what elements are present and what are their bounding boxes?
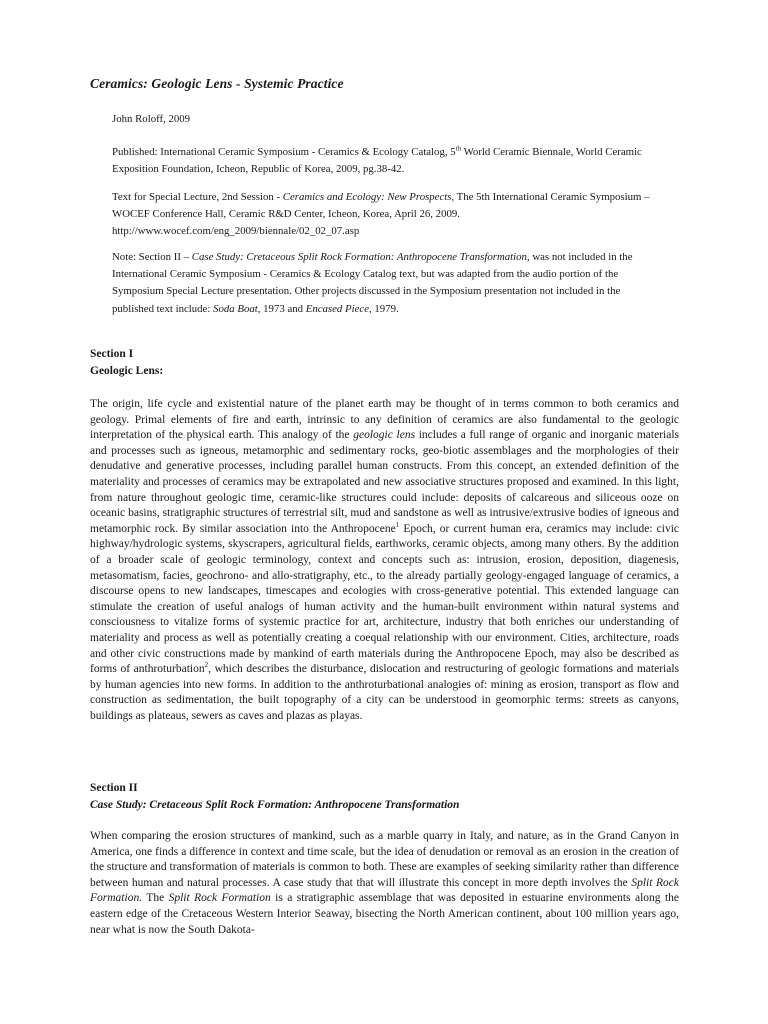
author: John Roloff, 2009	[112, 113, 191, 125]
published-superscript: th	[455, 144, 462, 153]
lecture-url: http://www.wocef.com/eng_2009/biennale/02_02_07.asp	[112, 225, 360, 238]
section-2-heading: Section II	[90, 782, 138, 794]
footnote-1-marker: 1	[395, 520, 400, 529]
geologic-lens-term: geologic lens	[353, 429, 416, 442]
section-1-paragraph: The origin, life cycle and existential nature of the planet earth may be thought of in terms common to both ceramics and geology. Primal elements of fire and earth, intrinsic to any definition of ceramics are also fundamental to the geologic interpretation of the physical earth. This analogy of the geologic lens includes a full range of organic and inorganic materials and processes such as igneous, metamorphic and sedimentary rocks, geo-biotic assemblages and the morphologies of their denudative and generative processes, including parallel human constructs. From this concept, an extended definition of the materiality and processes of ceramics may be extrapolated and new associative structures proposed and examined. In this light, from nature throughout geologic time, ceramic-like structures could include: deposits of calcareous and siliceous ooze on oceanic basins, stratigraphic structures of terrestrial silt, mud and sandstone as well as intrusive/extrusive bodies of igneous and metamorphic rock. By similar association into the Anthropocene$^1$ Epoch, or current human era, ceramics may include: civic highway/hydrologic systems, skyscrapers, agricultural fields, earthworks, ceramic objects, among many others. By the addition of a broader scale of geologic terminology, context and concepts such as: intrusion, erosion, deposition, diagenesis, metasomatism, facies, geochrono- and allo-stratigraphy, etc., to the already partially geology-engaged language of ceramics, a discourse opens to new landscapes, timescapes and ecologies with cross-generative potential. This extended language can stimulate the creation of useful analogs of human activity and the human-built environment within natural systems and consciousness to vitalize forms of systemic practice for art, architecture, industry that both enriches our understanding of materiality and process as well as potentially creating a coequal relationship with our environment. Cities, architecture, roads and other civic constructions made by mankind of earth materials during the Anthropocene Epoch, may also be described as forms of anthroturbation$^2$, which describes the disturbance, dislocation and restructuring of geologic formations and materials by human agencies into new forms. In addition to the anthroturbational analogies of: mining as erosion, transport as flow and construction as sedimentation, the built topography of a city can be understood in geomorphic terms: streets as canyons, buildings as plateaus, sewers as caves and plazas as playas.	[90, 398, 680, 722]
note-case-study-title: Case Study: Cretaceous Split Rock Formation: Anthropocene Transformation,	[191, 251, 530, 263]
lecture-text-b: The 5th International Ceramic Symposium – WOCEF Conference Hall, Ceramic R&D Center, Icheon, Korea, April 26, 2009.	[112, 191, 650, 221]
section-1-header	[90, 346, 163, 380]
note-work-1: Soda Boat,	[213, 302, 261, 315]
lecture-title: Ceramics and Ecology: New Prospects,	[282, 191, 455, 203]
section-2-paragraph: When comparing the erosion structures of mankind, such as a marble quarry in Italy, and nature, as in the Grand Canyon in America, one finds a difference in context and time scale, but the idea of denudation or removal as an erosion in the creation of the structure and transformation of materials is common to both. These are examples of seeking similarity rather than difference between human and natural processes. A case study that that will illustrate this concept in more depth involves the Split Rock Formation. The Split Rock Formation is a stratigraphic assemblage that was deposited in estuarine environments along the eastern edge of the Cretaceous Western Interior Seaway, bisecting the North American continent, about 100 million years ago, near what is now the South Dakota-	[90, 830, 679, 936]
section-2-header	[90, 780, 459, 814]
published-text-b: World Ceramic Biennale, World Ceramic Exposition Foundation, Icheon, Republic of Korea, 2009, pg.38-42.	[112, 146, 642, 176]
lecture-text-a: Text for Special Lecture, 2nd Session -	[112, 191, 283, 203]
split-rock-term-1: Split Rock Formation.	[90, 876, 679, 905]
lecture-citation	[112, 189, 657, 241]
note-text-a: Note: Section II –	[112, 251, 192, 263]
section-1-heading: Section I	[90, 348, 134, 360]
footnote-2-marker: 2	[204, 661, 209, 670]
note-paragraph	[112, 249, 657, 318]
note-text-b: was not included in the International Ceramic Symposium - Ceramics & Ecology Catalog text, but was adapted from the audio portion of the Symposium Special Lecture presentation. Other projects discussed in the Symposium presentation not included in the published text include:	[112, 251, 633, 315]
section-2-subheading: Case Study: Cretaceous Split Rock Formation: Anthropocene Transformation	[90, 799, 460, 811]
published-text-a: Published: International Ceramic Symposium - Ceramics & Ecology Catalog, 5	[112, 146, 456, 158]
note-text-d: 1979.	[371, 302, 399, 315]
published-citation	[112, 144, 657, 178]
document-title: Ceramics: Geologic Lens - Systemic Practice	[90, 76, 344, 91]
note-work-2: Encased Piece,	[305, 302, 372, 315]
section-1-subheading: Geologic Lens:	[90, 365, 164, 377]
author-line	[112, 111, 657, 128]
note-text-c: 1973 and	[260, 302, 306, 315]
split-rock-term-2: Split Rock Formation	[168, 892, 271, 905]
